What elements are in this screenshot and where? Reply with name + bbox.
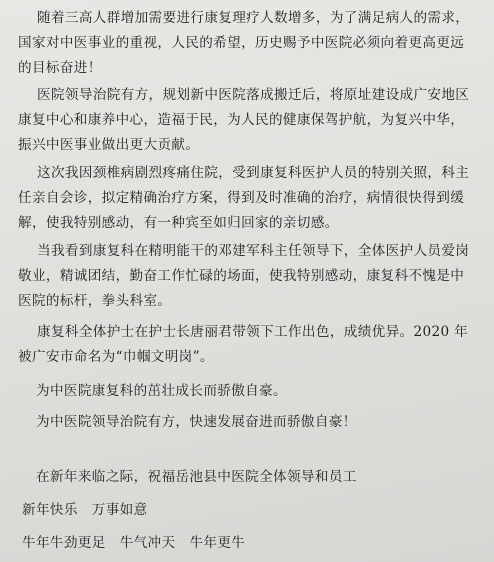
paragraph-personal-treatment: 这次我因颈椎病剧烈疼痛住院，受到康复科医护人员的特别关照，科主任亲自会诊，拟定精确治疗方案，得到及时准确的治疗，病情很快得到缓解，使我特别感动，有一种宾至如归回家的亲切感。 [18, 165, 470, 231]
greeting-ox-year-3: 牛年更牛 [189, 535, 246, 551]
greeting-ox-year-2: 牛气冲天 [119, 535, 176, 551]
greeting-ox-year-1: 牛年牛劲更足 [22, 535, 106, 551]
greeting-line-1 [22, 498, 148, 523]
line-pride-rehab: 为中医院康复科的茁壮成长而骄傲自豪。 [36, 383, 287, 399]
line-pride-leadership: 为中医院领导治院有方，快速发展奋进而骄傲自豪！ [36, 414, 357, 430]
paragraph-hospital-leadership: 医院领导治院有方，规划新中医院落成搬迁后，将原址建设成广安地区康复中心和康养中心，造福于民，为人民的健康保驾护航，为复兴中华，振兴中医事业做出更大贡献。 [18, 87, 470, 153]
paragraph-nursing-team: 康复科全体护士在护士长唐丽君带领下工作出色，成绩优异。2020 年被广安市命名为“巾帼文明岗”。 [18, 324, 469, 365]
paragraph-rising-demand: 随着三高人群增加需要进行康复理疗人数增多，为了满足病人的需求，国家对中医事业的重视，人民的希望，历史赐予中医院必须向着更高更远的目标奋进！ [18, 10, 470, 76]
greeting-all-well: 万事如意 [91, 502, 148, 518]
paragraph-rehab-department: 当我看到康复科在精明能干的邓建军科主任领导下，全体医护人员爱岗敬业，精诚团结，勤奋工作忙碌的场面，使我特别感动，康复科不愧是中医院的标杆，拳头科室。 [18, 243, 470, 309]
line-new-year-wish: 在新年来临之际，祝福岳池县中医院全体领导和员工 [36, 469, 357, 485]
greeting-happy-new-year: 新年快乐 [22, 502, 78, 518]
greeting-line-2 [22, 531, 245, 556]
